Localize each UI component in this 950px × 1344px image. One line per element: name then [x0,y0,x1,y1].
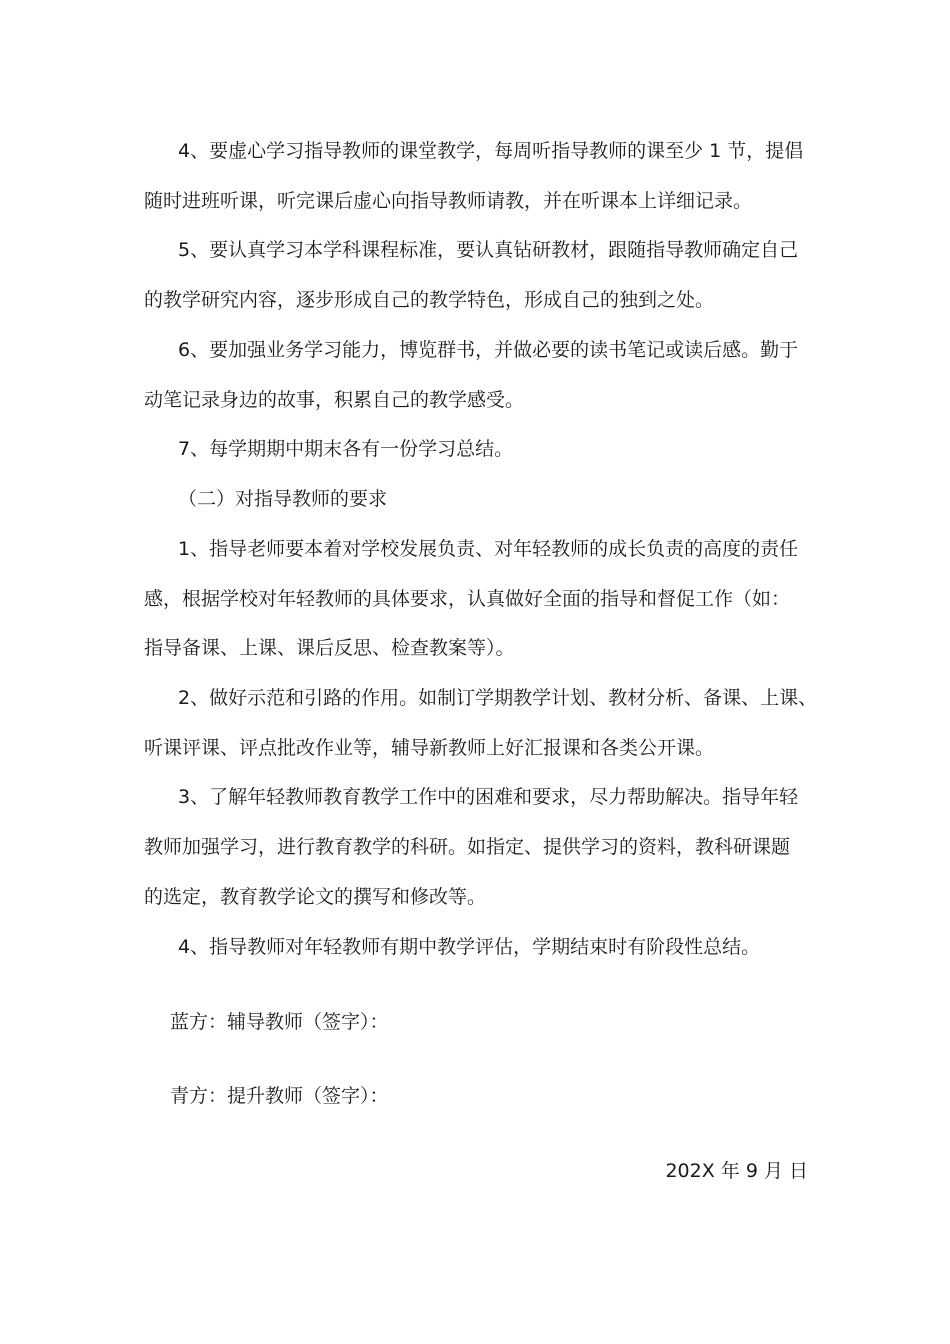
paragraph-line: 1、指导老师要本着对学校发展负责、对年轻教师的成长负责的高度的责任 [178,538,799,560]
paragraph-line: 听课评课、评点批改作业等，辅导新教师上好汇报课和各类公开课。 [144,737,715,759]
paragraph-line: 感，根据学校对年轻教师的具体要求，认真做好全面的指导和督促工作（如： [144,588,791,610]
paragraph-line: 动笔记录身边的故事，积累自己的教学感受。 [144,389,525,411]
paragraph-line: 指导备课、上课、课后反思、检查教案等）。 [144,637,515,659]
signature-blue-side: 蓝方：辅导教师（签字）： [170,1011,389,1033]
signature-green-side: 青方：提升教师（签字）： [170,1085,389,1107]
paragraph-line: 教师加强学习，进行教育教学的科研。如指定、提供学习的资料，教科研课题 [144,836,791,858]
paragraph-line: 5、要认真学习本学科课程标准，要认真钻研教材，跟随指导教师确定自己 [178,239,799,261]
paragraph-line: 6、要加强业务学习能力，博览群书，并做必要的读书笔记或读后感。勤于 [178,339,799,361]
paragraph-line: 7、每学期期中期末各有一份学习总结。 [178,438,514,460]
paragraph-line: 3、了解年轻教师教育教学工作中的困难和要求，尽力帮助解决。指导年轻 [178,786,799,808]
paragraph-line: 4、要虚心学习指导教师的课堂教学，每周听指导教师的课至少 1 节，提倡 [178,140,804,162]
document-date: 202X 年 9 月 日 [665,1160,808,1182]
paragraph-line: 的教学研究内容，逐步形成自己的教学特色，形成自己的独到之处。 [144,289,715,311]
paragraph-line: 4、指导教师对年轻教师有期中教学评估，学期结束时有阶段性总结。 [178,936,761,958]
paragraph-line: 的选定，教育教学论文的撰写和修改等。 [144,886,487,908]
section-heading: （二）对指导教师的要求 [178,488,388,510]
paragraph-line: 随时进班听课，听完课后虚心向指导教师请教，并在听课本上详细记录。 [144,190,753,212]
paragraph-line: 2、做好示范和引路的作用。如制订学期教学计划、教材分析、备课、上课、 [178,687,818,709]
